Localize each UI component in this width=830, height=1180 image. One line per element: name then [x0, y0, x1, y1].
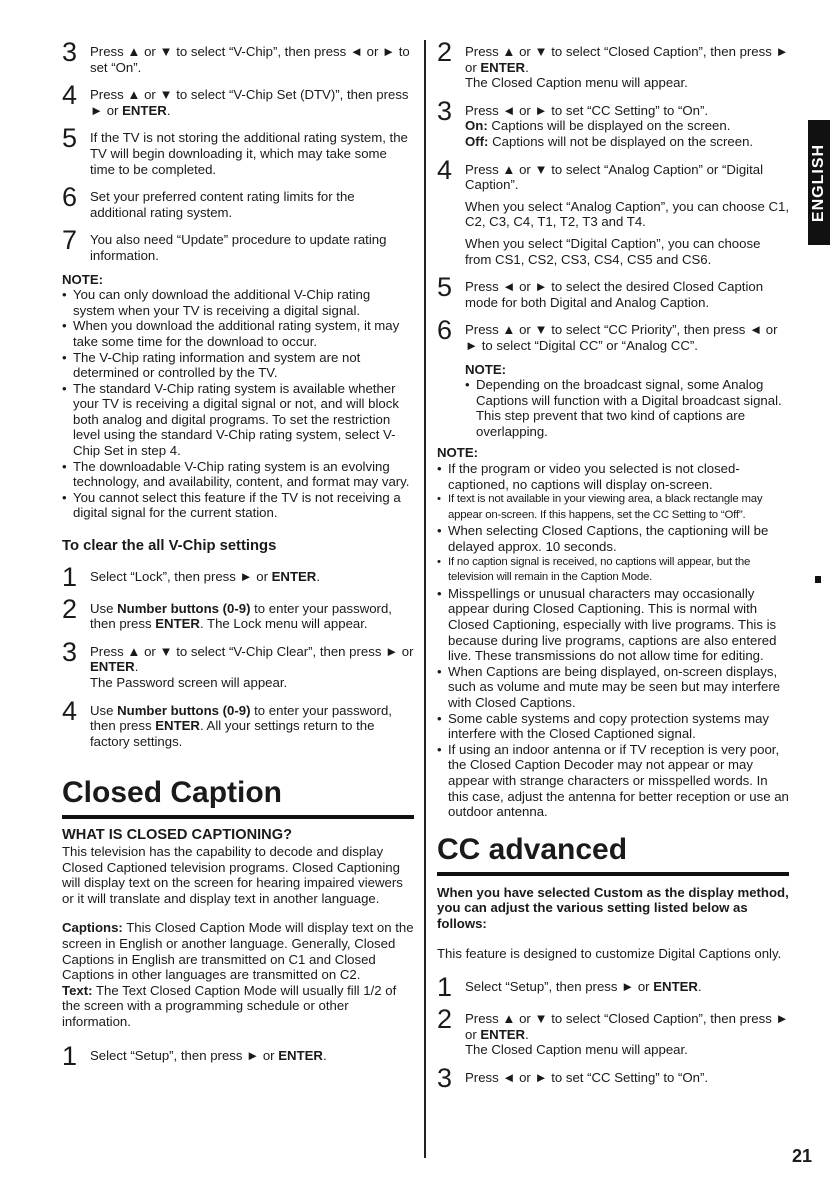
- off-option: Off: Captions will not be displayed on the screen.: [465, 133, 754, 149]
- step-result: The Password screen will appear.: [90, 675, 288, 690]
- adv-step-3: [437, 1062, 789, 1093]
- step-text: You also need “Update” procedure to update rating information.: [90, 232, 387, 263]
- step-number: 2: [437, 37, 453, 67]
- cc-step-5: [437, 272, 789, 310]
- note-item: • If using an indoor antenna or if TV reception is very poor, the Closed Caption Decoder may not appear or may appear with strange characters or misspelled words. In this case, adjust the antenna for better reception or use an outdoor antenna.: [437, 742, 789, 820]
- note-item: • The standard V-Chip rating system is available whether your TV is receiving a digital signal or not, and will block both analog and digital programs. To set the restriction level using the standard V-Chip rating system, select V-Chip Set in step 4.: [62, 381, 414, 459]
- note-item: • Misspellings or unusual characters may occasionally appear during Closed Captioning. This is normal with Closed Captioning, especially with live programs. This is because during live programs, captions are also entered live. These transmissions do not allow time for editing.: [437, 586, 789, 664]
- step-number: 4: [62, 80, 78, 111]
- step-text: Set your preferred content rating limits for the additional rating system.: [90, 189, 355, 220]
- text-definition: Text: The Text Closed Caption Mode will usually fill 1/2 of the screen with a programming schedule or other information.: [62, 982, 397, 1029]
- column-divider: [424, 40, 426, 1158]
- step-number: 4: [62, 695, 78, 726]
- step-number: 3: [62, 636, 78, 667]
- note-item: • If no caption signal is received, no captions will appear, but the television will remain in the Caption Mode.: [437, 555, 789, 586]
- step-number: 3: [437, 95, 453, 126]
- adv-step-2: [437, 1004, 789, 1058]
- step-number: 2: [62, 593, 78, 624]
- step-text: Use Number buttons (0-9) to enter your password, then press ENTER. The Lock menu will appear.: [90, 600, 392, 632]
- clear-step-2: [62, 593, 414, 632]
- what-is-cc-heading: WHAT IS CLOSED CAPTIONING?: [62, 827, 292, 844]
- step-text: Press ▲ or ▼ to select “Closed Caption”, then press ► or ENTER.: [465, 44, 789, 75]
- cc-notes: [437, 461, 789, 820]
- note-item: • If the program or video you selected is not closed-captioned, no captions will display on-screen.: [437, 461, 789, 492]
- right-column: [437, 37, 790, 1098]
- captions-definition: Captions: This Closed Caption Mode will display text on the screen in English or another language. Generally, Closed Captions in English are transmitted on C1 and Closed Captions in other languages are transmitted on C2.: [62, 920, 414, 983]
- step-text: Select “Setup”, then press ► or ENTER.: [465, 979, 702, 995]
- cc-step-3: [437, 95, 789, 150]
- margin-marker: [815, 576, 821, 583]
- analog-caption-info: When you select “Analog Caption”, you can choose C1, C2, C3, C4, T1, T2, T3 and T4.: [465, 198, 790, 230]
- step-number: 1: [62, 561, 78, 592]
- vchip-notes: [62, 287, 414, 521]
- step-number: 3: [437, 1062, 453, 1093]
- note-item: • If text is not available in your viewing area, a black rectangle may appear on-screen. If this happens, set the CC Setting to “Off”.: [437, 492, 789, 523]
- clear-step-4: [62, 695, 414, 750]
- step-text: Press ▲ or ▼ to select “Analog Caption” or “Digital Caption”.: [465, 161, 764, 193]
- vchip-step-5: [62, 123, 414, 177]
- clear-step-1: [62, 561, 414, 592]
- note-heading: NOTE:: [465, 361, 507, 377]
- note-item: • The V-Chip rating information and system are not determined or controlled by the TV.: [62, 350, 414, 381]
- step-result: The Closed Caption menu will appear.: [465, 1042, 688, 1058]
- vchip-step-4: [62, 80, 414, 118]
- note-item: • When Captions are being displayed, on-screen displays, such as volume and mute may be seen but may interfere with Closed Captions.: [437, 664, 789, 711]
- step-text: Press ◄ or ► to select the desired Closed Caption mode for both Digital and Analog Caption.: [465, 279, 764, 310]
- step-text: Press ▲ or ▼ to select “V-Chip Clear”, then press ► or ENTER.: [90, 643, 414, 675]
- digital-caption-info: When you select “Digital Caption”, you can choose from CS1, CS2, CS3, CS4, CS5 and CS6.: [465, 235, 761, 267]
- note-item: • When selecting Closed Captions, the captioning will be delayed approx. 10 seconds.: [437, 523, 789, 554]
- step-number: 3: [62, 37, 78, 67]
- step-text: Select “Setup”, then press ► or ENTER.: [90, 1047, 327, 1063]
- clear-vchip-heading: To clear the all V-Chip settings: [62, 538, 277, 555]
- what-is-cc-text: This television has the capability to decode and display Closed Captioned television programs. Closed Captioning will display text on the screen for hearing impaired viewers or it will translate and display text in another language.: [62, 843, 403, 906]
- clear-step-3: [62, 636, 414, 691]
- note-heading: NOTE:: [437, 445, 479, 461]
- step-number: 1: [62, 1040, 78, 1071]
- vchip-step-3: [62, 37, 414, 75]
- closed-caption-title: Closed Caption: [62, 775, 414, 819]
- step-number: 7: [62, 225, 78, 256]
- note-item: • You cannot select this feature if the TV is not receiving a digital signal for the current station.: [62, 490, 414, 521]
- step-text: Use Number buttons (0-9) to enter your password, then press ENTER. All your settings return to the factory settings.: [90, 702, 392, 749]
- adv-step-1: [437, 972, 789, 1003]
- step-number: 1: [437, 972, 453, 1003]
- note-item: • Some cable systems and copy protection systems may interfere with the Closed Captioned signal.: [437, 711, 789, 742]
- step-number: 5: [62, 123, 78, 154]
- cc-step-2: [437, 37, 789, 91]
- on-option: On: Captions will be displayed on the screen.: [465, 118, 731, 134]
- vchip-step-6: [62, 182, 414, 220]
- note-item: • The downloadable V-Chip rating system is an evolving technology, and availability, content, and format may vary.: [62, 459, 414, 490]
- language-tab: [808, 120, 830, 245]
- note-heading: NOTE:: [62, 271, 104, 287]
- step-result: The Closed Caption menu will appear.: [465, 75, 688, 91]
- vchip-step-7: [62, 225, 414, 263]
- step-number: 5: [437, 272, 453, 303]
- step-text: Select “Lock”, then press ► or ENTER.: [90, 568, 321, 584]
- note-item: • You can only download the additional V-Chip rating system when your TV is receiving a digital signal.: [62, 287, 414, 318]
- step-number: 6: [437, 315, 453, 346]
- cc-step-4: [437, 154, 790, 268]
- step-text: If the TV is not storing the additional rating system, the TV will begin downloading it, which may take some time to be completed.: [90, 130, 408, 177]
- step-text: Press ◄ or ► to set “CC Setting” to “On”.: [465, 102, 709, 118]
- cc-priority-note: [465, 362, 789, 440]
- page-number: 21: [792, 1146, 813, 1166]
- step-number: 4: [437, 154, 453, 185]
- left-column: [62, 37, 414, 1076]
- cc-advanced-title: CC advanced: [437, 832, 789, 876]
- note-item: • When you download the additional rating system, it may take some time for the download to occur.: [62, 318, 414, 349]
- step-text: Press ▲ or ▼ to select “Closed Caption”, then press ► or ENTER.: [465, 1011, 789, 1042]
- step-text: Press ▲ or ▼ to select “V-Chip Set (DTV)”, then press ► or ENTER.: [90, 87, 409, 118]
- cc-step-1: [62, 1040, 414, 1071]
- step-text: Press ▲ or ▼ to select “V-Chip”, then press ◄ or ► to set “On”.: [90, 44, 410, 75]
- step-number: 2: [437, 1004, 453, 1035]
- step-number: 6: [62, 182, 78, 213]
- step-text: Press ▲ or ▼ to select “CC Priority”, then press ◄ or ► to select “Digital CC” or “Analog CC”.: [465, 322, 778, 353]
- cc-advanced-lead: When you have selected Custom as the display method, you can adjust the various setting listed below as follows:: [437, 884, 789, 931]
- cc-advanced-text: This feature is designed to customize Digital Captions only.: [437, 945, 782, 961]
- cc-step-6: [437, 315, 789, 353]
- step-text: Press ◄ or ► to set “CC Setting” to “On”.: [465, 1069, 709, 1085]
- language-tab-label: ENGLISH: [810, 143, 828, 222]
- note-item: • Depending on the broadcast signal, some Analog Captions will function with a Digital broadcast signal. This step prevent that two kind of captions are overlapping.: [465, 377, 789, 439]
